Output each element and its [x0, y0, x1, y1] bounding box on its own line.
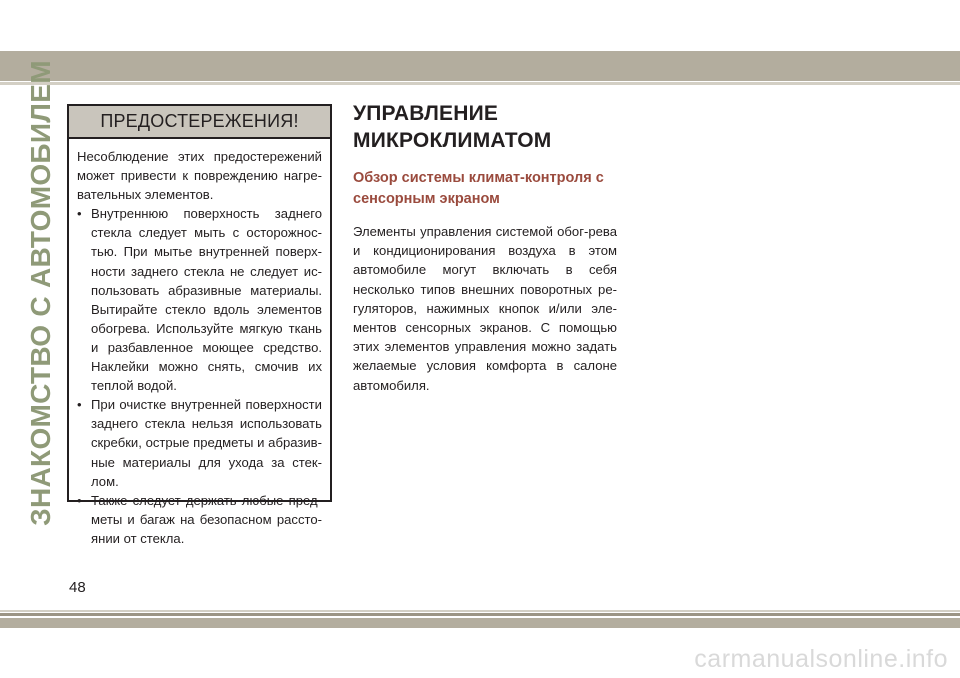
top-divider-line: [0, 82, 960, 85]
watermark: carmanualsonline.info: [694, 645, 948, 673]
warning-item-text: При очистке внутренней поверхности заднего стекла нельзя использовать скребки, острые предметы и абразив-ные материалы для ухода за стек-лом.: [91, 397, 322, 489]
bullet-icon: •: [77, 397, 82, 413]
bottom-decorative-band: [0, 618, 960, 628]
side-section-title: ЗНАКОМСТВО С АВТОМОБИЛЕМ: [25, 60, 56, 526]
warning-item-text: Внутреннюю поверхность заднего стекла следует мыть с осторожнос-тью. При мытье внутренней поверх-ности заднего стекла не следует ис-пользовать абразивные материалы. Вытирайте стекло вдоль элементов обогрева. Используйте мягкую ткань и разбавленное моющее средство. Наклейки можно снять, смочив их теплой водой.: [91, 206, 322, 394]
top-decorative-band: [0, 51, 960, 81]
page-number: 48: [69, 579, 86, 596]
warning-intro: Несоблюдение этих предостережений может привести к повреждению нагре-вательных элементов.: [77, 149, 322, 203]
section-subheading-line2: сенсорным экраном: [353, 191, 500, 207]
warning-box: [67, 104, 332, 546]
section-heading: [353, 100, 617, 154]
bottom-divider-line: [0, 610, 960, 612]
warning-list: [77, 204, 322, 548]
bottom-divider-line-dark: [0, 613, 960, 616]
warning-list-item: [77, 491, 322, 548]
section-subheading-line1: Обзор системы климат-контроля с: [353, 170, 604, 186]
warning-heading: ПРЕДОСТЕРЕЖЕНИЯ!: [69, 106, 330, 139]
warning-list-item: [77, 204, 322, 395]
section-heading-line2: МИКРОКЛИМАТОМ: [353, 129, 552, 152]
climate-control-section: [353, 100, 617, 395]
warning-item-text: Также следует держать любые пред-меты и багаж на безопасном рассто-янии от стекла.: [91, 492, 322, 546]
warning-list-item: [77, 395, 322, 490]
warning-body: [69, 139, 330, 548]
bullet-icon: •: [77, 206, 82, 222]
section-body-text: Элементы управления системой обог-рева и кондиционирования воздуха в этом автомобиле могут включать в себя несколько типов внешних поворотных ре-гуляторов, нажимных кнопок и/или эле-ментов сенсорных экранов. С помощью этих элементов управления можно задать желаемые условия комфорта в салоне автомобиля.: [353, 224, 617, 393]
section-subheading: [353, 168, 617, 210]
section-heading-line1: УПРАВЛЕНИЕ: [353, 102, 499, 125]
bullet-icon: •: [77, 492, 82, 508]
